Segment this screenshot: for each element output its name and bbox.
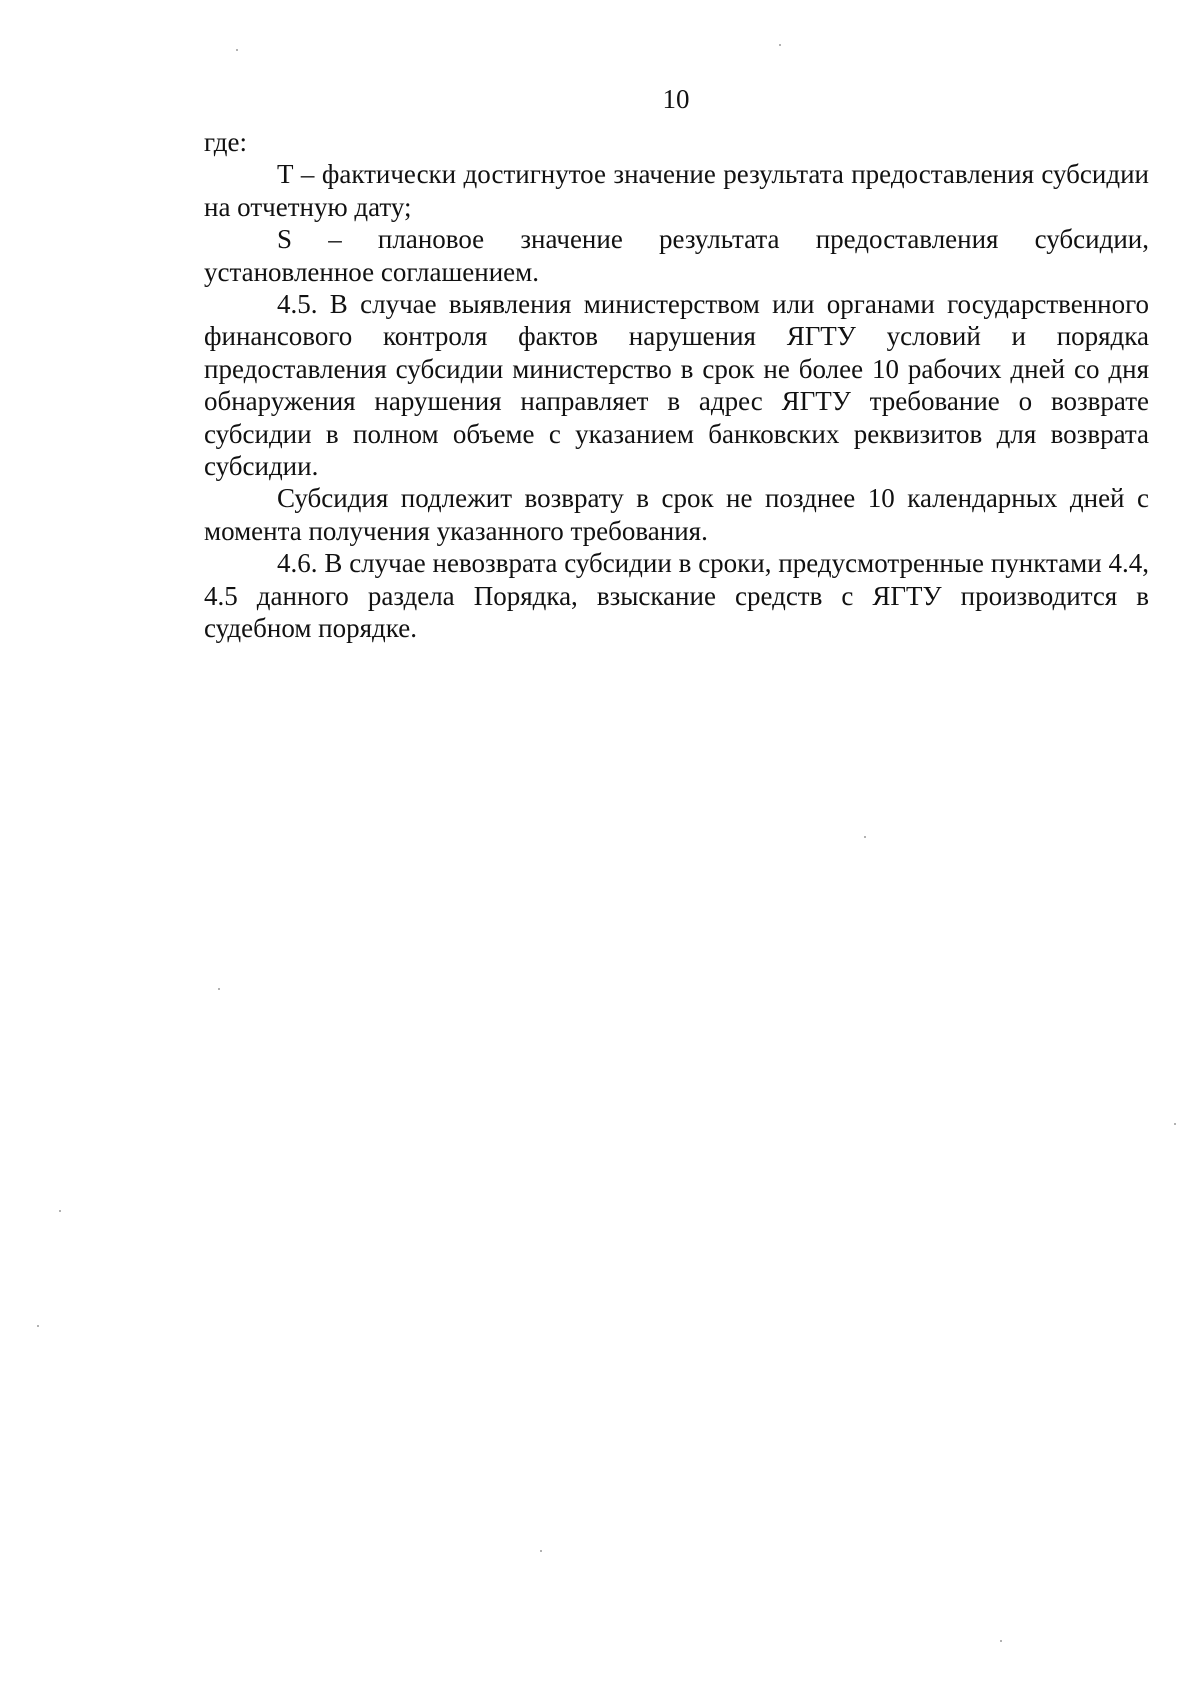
scan-speck bbox=[540, 1550, 542, 1552]
scan-speck bbox=[218, 988, 220, 990]
scan-speck bbox=[59, 1210, 61, 1212]
document-body bbox=[204, 126, 1149, 645]
scan-speck bbox=[779, 44, 781, 46]
scan-speck bbox=[864, 836, 866, 838]
page-number: 10 bbox=[662, 84, 690, 114]
paragraph-4-5: 4.5. В случае выявления министерством или органами государственного финансового контроля фактов нарушения ЯГТУ условий и порядка предоставления субсидии министерство в срок не более 10 рабочих дней со дня обнаружения нарушения направляет в адрес ЯГТУ требование о возврате субсидии в полном объеме с указанием банковских реквизитов для возврата субсидии. bbox=[204, 289, 1149, 482]
scan-speck bbox=[1174, 1123, 1176, 1125]
scan-speck bbox=[37, 1325, 39, 1327]
paragraph-refund-term: Субсидия подлежит возврату в срок не позднее 10 календарных дней с момента получения указанного требования. bbox=[204, 483, 1149, 546]
scan-speck bbox=[236, 49, 238, 51]
paragraph-where: где: bbox=[204, 127, 247, 157]
paragraph-definition-t: Т – фактически достигнутое значение результата предоставления субсидии на отчетную дату; bbox=[204, 159, 1149, 222]
paragraph-definition-s: S – плановое значение результата предоставления субсидии, установленное соглашением. bbox=[204, 224, 1149, 287]
paragraph-4-6: 4.6. В случае невозврата субсидии в сроки, предусмотренные пунктами 4.4, 4.5 данного раздела Порядка, взыскание средств с ЯГТУ производится в судебном порядке. bbox=[204, 548, 1149, 644]
scan-speck bbox=[1000, 1640, 1002, 1642]
